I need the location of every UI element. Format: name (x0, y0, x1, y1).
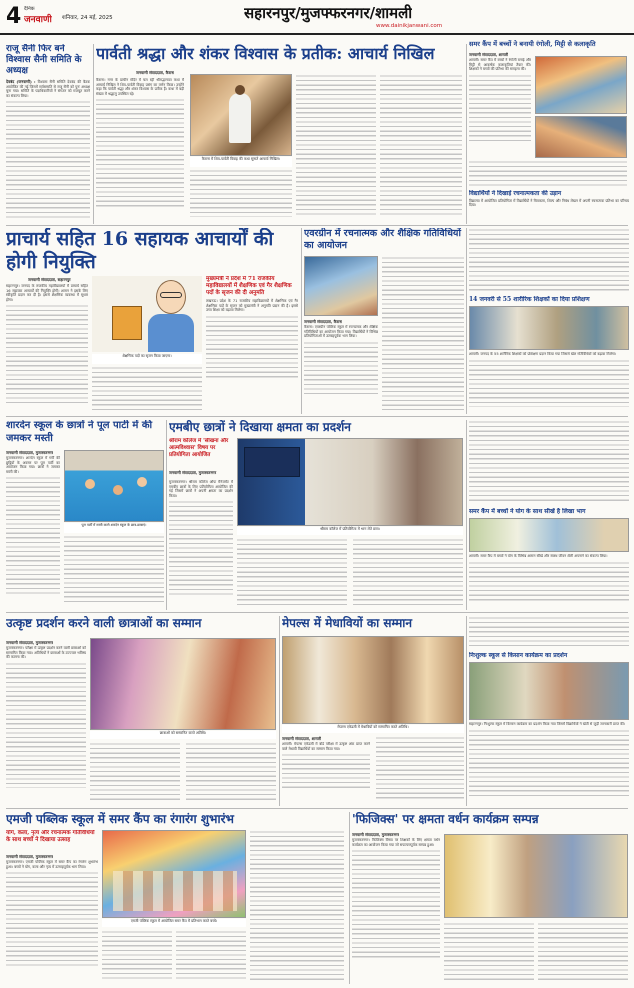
edition-label: दैनिक (24, 6, 35, 12)
article-mba (169, 420, 464, 610)
text-filler (538, 922, 628, 980)
article-body-column (469, 616, 629, 650)
section-rule (6, 225, 628, 226)
event-photo (237, 438, 463, 526)
body-text: कैराना। एवरग्रीन पब्लिक स्कूल में रचनात्मक और शैक्षिक गतिविधियों का आयोजन किया गया। विद्यार्थियों ने विभिन्न प्रतियोगिताओं में उत्साहपूर्वक भाग लिया। (304, 325, 378, 339)
event-photo (469, 662, 629, 720)
body-text: सहारनपुर। निःशुल्क स्कूल में किसान कार्यक्रम का प्रदर्शन किया गया जिसमें विद्यार्थियों ने खेती से जुड़ी जानकारी प्राप्त की। (469, 722, 626, 726)
text-filler (190, 169, 292, 217)
cartoon-body (148, 314, 194, 352)
photo-figure (137, 477, 147, 487)
dateline: जनवाणी संवाददाता, सहारनपुर (28, 277, 71, 282)
dateline: जनवाणी संवाददाता, मुजफ्फरनगर (6, 450, 54, 455)
article-body (469, 58, 531, 158)
day-date: शनिवार, 24 मई, 2025 (62, 15, 113, 21)
text-filler (90, 742, 180, 802)
text-filler (469, 228, 629, 292)
photo-caption: छात्राओं को सम्मानित करते अतिथि। (90, 731, 276, 739)
body-text: शामली। जनपद के 55 शारीरिक शिक्षकों को प्रशिक्षण प्रदान किया गया जिससे खेल गतिविधियों को बढ़ावा मिलेगा। (469, 352, 617, 356)
article-body-column (296, 74, 376, 218)
paper-name: जनवाणी (24, 15, 52, 25)
text-filler (296, 74, 376, 216)
event-photo (469, 306, 629, 350)
city-banner: सहारनपुर/मुजफ्फरनगर/शामली (244, 4, 413, 22)
cartoon-book (112, 306, 142, 340)
text-filler (206, 315, 298, 379)
article-body-column (353, 538, 463, 608)
yoga-photo (469, 518, 629, 552)
text-filler (382, 256, 464, 410)
text-filler (469, 74, 531, 144)
text-filler (64, 535, 164, 605)
column-rule (279, 616, 280, 806)
text-filler (169, 500, 233, 596)
headline: पार्वती श्रद्धा और शंकर विश्वास के प्रतीक: आचार्य निखिल (96, 44, 435, 63)
article-body-column (250, 830, 344, 982)
article-body-column (186, 742, 276, 804)
column-rule (466, 44, 467, 224)
photo-caption: मेपल्स एकेडमी में मेधावियों को सम्मानित करते अतिथि। (282, 725, 464, 733)
article-body (6, 456, 60, 606)
article-body-column (376, 736, 464, 804)
dateline: जनवाणी संवाददाता, मुजफ्फरनगर (169, 470, 217, 475)
text-filler (6, 662, 86, 788)
article-body-column (176, 930, 246, 982)
event-photo (90, 638, 276, 730)
article-body-column (102, 930, 172, 982)
article-physics (352, 812, 628, 984)
article-body (96, 78, 184, 218)
article-maples (282, 616, 464, 806)
body-text: शामली। समर कैंप में बच्चों ने योग के विभिन्न आसन सीखे और स्वस्थ जीवन शैली अपनाने का संकल्प लिया। (469, 554, 608, 558)
headline: एमजी पब्लिक स्कूल में समर कैंप का रंगारंग शुभारंभ (6, 812, 234, 826)
article-body-continued (469, 160, 627, 190)
article-samar-yog (469, 420, 629, 610)
event-photo (444, 834, 628, 918)
headline: एवरग्रीन में रचनात्मक और शैक्षिक गतिविधियों का आयोजन (304, 228, 461, 251)
headline: समर कैंप में बच्चों ने बनायी रंगोली, मिट्टी से कलाकृति (469, 40, 596, 48)
column-rule (349, 812, 350, 984)
sub-headline: श्रीराम कॉलेज में 'सीखना और आत्मविश्वास' विषय पर प्रतियोगिता आयोजित (169, 438, 229, 458)
article-body-continued (64, 535, 164, 607)
headline: राजू सैनी फिर बने विश्वास सैनी समिति के अध्यक्ष (6, 44, 82, 76)
article-pracharya-niyukti (6, 228, 298, 414)
body-text: मुजफ्फरनगर। श्रीराम कॉलेज ऑफ मैनेजमेंट में एमबीए छात्रों के लिए प्रतियोगिता आयोजित की गई जिसमें छात्रों ने अपनी क्षमता का प्रदर्शन किया। (169, 480, 233, 498)
article-evergreen (304, 228, 464, 414)
article-body-continued (190, 169, 292, 219)
article-sharirik-shikshak (469, 228, 629, 414)
event-photo (102, 830, 246, 918)
text-filler (444, 922, 534, 980)
article-body (469, 199, 629, 208)
article-body-column (538, 922, 628, 982)
text-filler (96, 98, 184, 208)
article-vidyarthi (469, 190, 629, 224)
body-text: सहारनपुर। जनपद के राजकीय महाविद्यालयों में प्राचार्य सहित 16 सहायक आचार्यों की नियुक्ति होगी। शासन ने इसके लिए स्वीकृति प्रदान कर दी है। इससे शैक्षणिक व्यवस्था में सुधार होगा। (6, 284, 88, 302)
page-number: 4 (6, 4, 22, 29)
article-body (169, 480, 233, 608)
text-filler (250, 830, 344, 980)
cartoon-glasses (160, 292, 182, 298)
article-samar-camp (469, 40, 629, 190)
text-filler (353, 538, 463, 606)
photo-caption: कैराना में शिव-पार्वती विवाह की कथा सुनाते आचार्य निखिल। (190, 157, 292, 167)
text-filler (352, 849, 440, 961)
event-photo (535, 56, 627, 114)
headline: निःशुल्क स्कूल से किसान कार्यक्रम का प्रदर्शन (469, 652, 568, 659)
text-filler (102, 930, 172, 980)
article-nishulk (469, 616, 629, 806)
article-body-column (444, 922, 534, 982)
article-body-continued (92, 366, 202, 412)
cartoon-caption: शैक्षणिक पदों का सृजन किया जाएगा। (92, 354, 202, 364)
sub-headline: योग, कला, नृत्य और रचनात्मक गतिविधियों के साथ बच्चों ने दिखाया उत्साह (6, 830, 95, 843)
column-rule (93, 44, 94, 224)
article-parvati-shankar (96, 44, 464, 222)
body-text: विद्यालय में आयोजित प्रतियोगिता में विद्यार्थियों ने चित्रकला, शिल्प और निबंध लेखन में अपनी रचनात्मक प्रतिभा का परिचय दिया। (469, 198, 629, 208)
text-filler (469, 729, 629, 797)
headline: प्राचार्य सहित 16 सहायक आचार्यों की होगी नियुक्ति (6, 228, 274, 273)
dateline: जनवाणी संवाददाता, मुजफ्फरनगर (352, 832, 400, 837)
column-rule (466, 420, 467, 610)
article-body (6, 80, 90, 220)
text-filler (6, 476, 60, 596)
cartoon-illustration (92, 276, 202, 352)
dateline: देवबंद (जनवाणी) : (6, 79, 36, 84)
headline: समर कैंप में बच्चों ने योग के साथ सीखें है लिखा भाग (469, 508, 586, 515)
event-photo (304, 256, 378, 316)
column-rule (301, 228, 302, 414)
event-photo (190, 74, 292, 156)
text-filler (6, 100, 90, 220)
article-body-column (237, 538, 347, 608)
photo-caption: श्रीराम कॉलेज में प्रतियोगिता में भाग लेते छात्र। (237, 527, 463, 535)
text-filler (469, 561, 629, 601)
article-body (6, 860, 98, 982)
headline: 'फिजिक्स' पर क्षमता वर्धन कार्यक्रम सम्पन्न (352, 812, 539, 826)
text-filler (469, 160, 627, 188)
text-filler (6, 304, 88, 404)
headline: उत्कृष्ट प्रदर्शन करने वाली छात्राओं का सम्मान (6, 616, 202, 630)
side-headline: मुख्यमंत्री ने प्रदेश में 71 राजकीय महाविद्यालयों में शैक्षणिक एवं गैर शैक्षणिक पदों के सृजन की दी अनुमति (206, 276, 292, 296)
pool-photo (64, 450, 164, 522)
photo-figure (85, 479, 95, 489)
dateline: जनवाणी संवाददाता, शामली (469, 52, 509, 57)
article-body (352, 838, 440, 982)
dateline: जनवाणी संवाददाता, कैराना (136, 70, 175, 75)
article-body-column (382, 256, 464, 412)
text-filler (282, 753, 370, 789)
body-text: मुजफ्फरनगर। परीक्षा में उत्कृष्ट प्रदर्शन करने वाली छात्राओं को सम्मानित किया गया। अतिथियों ने छात्राओं के उज्ज्वल भविष्य की कामना की। (6, 646, 86, 660)
text-filler (92, 366, 202, 410)
section-rule (6, 808, 628, 809)
body-text: शामली। समर कैंप में बच्चों ने रंगोली बनाई और मिट्टी से आकर्षक कलाकृतियां तैयार कीं। शिक्षकों ने बच्चों की प्रतिभा की सराहना की। (469, 58, 531, 72)
article-body-column (380, 74, 462, 218)
photo-figure (113, 871, 237, 911)
body-text: लखनऊ। प्रदेश के 71 राजकीय महाविद्यालयों में शैक्षणिक एवं गैर शैक्षणिक पदों के सृजन को मुख्यमंत्री ने अनुमति प्रदान की है। इससे उच्च शिक्षा को बढ़ावा मिलेगा। (206, 299, 298, 313)
event-photo (282, 636, 464, 724)
headline: शारदेन स्कूल के छात्रों ने पूल पार्टी में की जमकर मस्ती (6, 420, 153, 444)
event-photo (535, 116, 627, 158)
text-filler (469, 359, 629, 407)
text-filler (237, 538, 347, 606)
photo-caption: एमजी पब्लिक स्कूल में आयोजित समर कैंप में प्रतिभाग करते बच्चे। (102, 919, 246, 927)
article-utkrisht (6, 616, 276, 806)
article-saini-samiti (6, 44, 90, 222)
sub-headline: 14 जनवरी से 55 शारीरिक शिक्षकों का दिया प्रशिक्षण (469, 296, 590, 303)
section-rule (6, 612, 628, 613)
text-filler (469, 616, 629, 648)
photo-figure (229, 93, 251, 143)
body-text: शामली। मेपल्स एकेडमी में बोर्ड परीक्षा में उत्कृष्ट अंक प्राप्त करने वाले मेधावी विद्यार्थियों का सम्मान किया गया। (282, 742, 370, 751)
section-rule (6, 416, 628, 417)
website: www.dainikjanwani.com (376, 23, 443, 29)
photo-figure (235, 85, 245, 95)
text-filler (376, 736, 464, 802)
article-body (469, 554, 629, 610)
column-rule (466, 228, 467, 414)
body-text: विश्वास सैनी समिति देवबंद की बैठक आयोजित की गई जिसमें सर्वसम्मति से राजू सैनी को पुनः अध्यक्ष चुना गया। समिति के पदाधिकारियों ने संगठन को मजबूत करने का संकल्प लिया। (6, 80, 90, 98)
text-filler (6, 871, 98, 967)
body-text: मुजफ्फरनगर। शारदेन स्कूल में गर्मी की छुट्टियों के अवसर पर पूल पार्टी का आयोजन किया गया। छात्रों ने जमकर मस्ती की। (6, 456, 60, 474)
body-text: मुजफ्फरनगर। एमजी पब्लिक स्कूल में समर कैंप का रंगारंग शुभारंभ हुआ। बच्चों ने योग, कला और नृत्य में उत्साहपूर्वक भाग लिया। (6, 860, 98, 869)
headline: एमबीए छात्रों ने दिखाया क्षमता का प्रदर्शन (169, 420, 351, 434)
article-body (6, 646, 86, 804)
side-body (206, 299, 298, 379)
dateline: जनवाणी संवाददाता, कैराना (304, 319, 343, 324)
article-sharden (6, 420, 164, 610)
photo-caption: पूल पार्टी में मस्ती करते शारदेन स्कूल के छात्र-छात्राएं। (64, 523, 164, 533)
article-body (282, 742, 370, 804)
text-filler (304, 341, 378, 397)
article-body (6, 284, 88, 412)
article-body-column (469, 228, 629, 294)
text-filler (380, 74, 462, 216)
column-rule (466, 616, 467, 806)
body-text: मुजफ्फरनगर। फिजिक्स विषय पर शिक्षकों के लिए क्षमता वर्धन कार्यक्रम का आयोजन किया गया जो सफलतापूर्वक सम्पन्न हुआ। (352, 838, 440, 847)
article-body-column (469, 420, 629, 506)
headline: मेपल्स में मेधावियों का सम्मान (282, 616, 413, 630)
photo-banner (244, 447, 300, 477)
headline: विद्यार्थियों ने दिखाई रचनात्मकता की उड़ान (469, 190, 562, 197)
article-body (304, 325, 378, 413)
side-story (206, 276, 298, 412)
masthead-rule (0, 33, 634, 35)
masthead (0, 0, 634, 44)
dateline: जनवाणी संवाददाता, मुजफ्फरनगर (6, 854, 54, 859)
dateline: जनवाणी संवाददाता, मुजफ्फरनगर (6, 640, 54, 645)
sub-body (469, 352, 629, 414)
article-mg-public (6, 812, 346, 984)
column-rule (166, 420, 167, 610)
dateline: जनवाणी संवाददाता, शामली (282, 736, 322, 741)
text-filler (186, 742, 276, 802)
article-body (469, 722, 629, 806)
text-filler (469, 420, 629, 504)
body-text: कैराना। नगर के प्राचीन मंदिर में चल रही श्रीमद्भागवत कथा में आचार्य निखिल ने शिव-पार्वती विवाह प्रसंग का वर्णन किया। उन्होंने कहा कि पार्वती श्रद्धा और शंकर विश्वास के प्रतीक हैं। कथा में बड़ी संख्या में श्रद्धालु उपस्थित रहे। (96, 78, 184, 96)
photo-figure (113, 485, 123, 495)
article-body-column (90, 742, 180, 804)
text-filler (176, 930, 246, 980)
